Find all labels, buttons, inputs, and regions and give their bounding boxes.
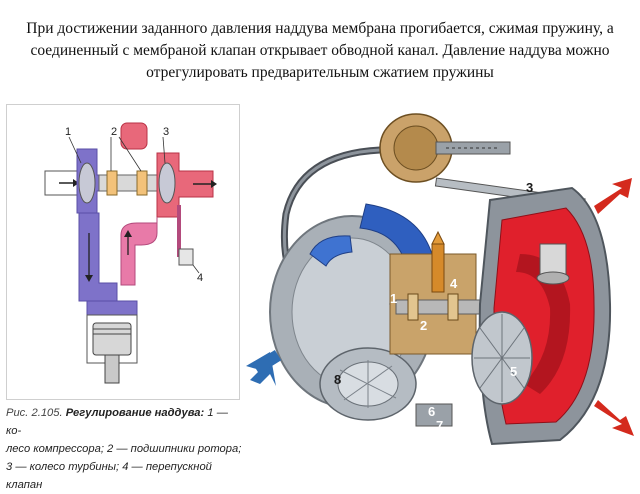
description-paragraph: При достижении заданного давления наддува мембрана прогибается, сжимая пружину, а соединенный с мембраной клапан открывает обводной канал. Давление наддува можно отрегулировать предварительным сжатием пружины (26, 20, 614, 81)
schematic-label-3: 3 (163, 126, 170, 138)
wastegate-valve (179, 249, 193, 265)
caption-figure-number: Рис. 2.105. (6, 407, 63, 419)
cylinder-head (87, 301, 137, 315)
caption-line-1: 1 — ко- (6, 407, 228, 437)
schematic-label-2: 2 (111, 126, 118, 138)
caption-line-3: 3 — колесо турбины; 4 — перепускной клапан (6, 461, 212, 491)
exhaust-outlet-arrow (594, 400, 634, 436)
cutaway-label-3: 3 (526, 180, 534, 195)
bearing-1 (408, 294, 418, 320)
turbocharger-cutaway (240, 104, 636, 470)
compressed-air-outlet-arrow (246, 350, 281, 386)
turbine-wheel (159, 163, 175, 203)
intake-manifold (79, 213, 117, 301)
bearing-left (107, 171, 117, 195)
caption-line-2: лесо компрессора; 2 — подшипники ротора; (6, 443, 242, 455)
oil-inlet-fitting (432, 244, 444, 292)
wastegate-bypass (179, 205, 187, 255)
cutaway-label-4: 4 (450, 276, 458, 291)
cutaway-label-1: 1 (390, 291, 398, 306)
exhaust-manifold (121, 217, 157, 285)
cutaway-label-5: 5 (510, 364, 518, 379)
piston (93, 323, 131, 355)
cutaway-label-6: 6 (428, 404, 436, 419)
turbine-wheel (472, 312, 532, 404)
schematic-label-4: 4 (197, 272, 204, 284)
wastegate-actuator (380, 114, 510, 182)
caption-title: Регулирование наддува: (65, 407, 205, 419)
schematic-svg (7, 105, 239, 399)
wastegate-valve (537, 244, 569, 284)
cutaway-label-7: 7 (436, 418, 444, 433)
cutaway-label-2: 2 (420, 318, 428, 333)
schematic-diagram (6, 104, 240, 400)
cutaway-label-8: 8 (334, 372, 342, 387)
compressor-wheel (79, 163, 95, 203)
exhaust-inlet-block (121, 123, 147, 149)
exhaust-inlet-arrow (594, 178, 632, 214)
figure-caption (6, 404, 242, 494)
bearing-right (137, 171, 147, 195)
bearing-2 (448, 294, 458, 320)
schematic-label-1: 1 (65, 126, 72, 138)
connecting-rod (105, 355, 119, 383)
